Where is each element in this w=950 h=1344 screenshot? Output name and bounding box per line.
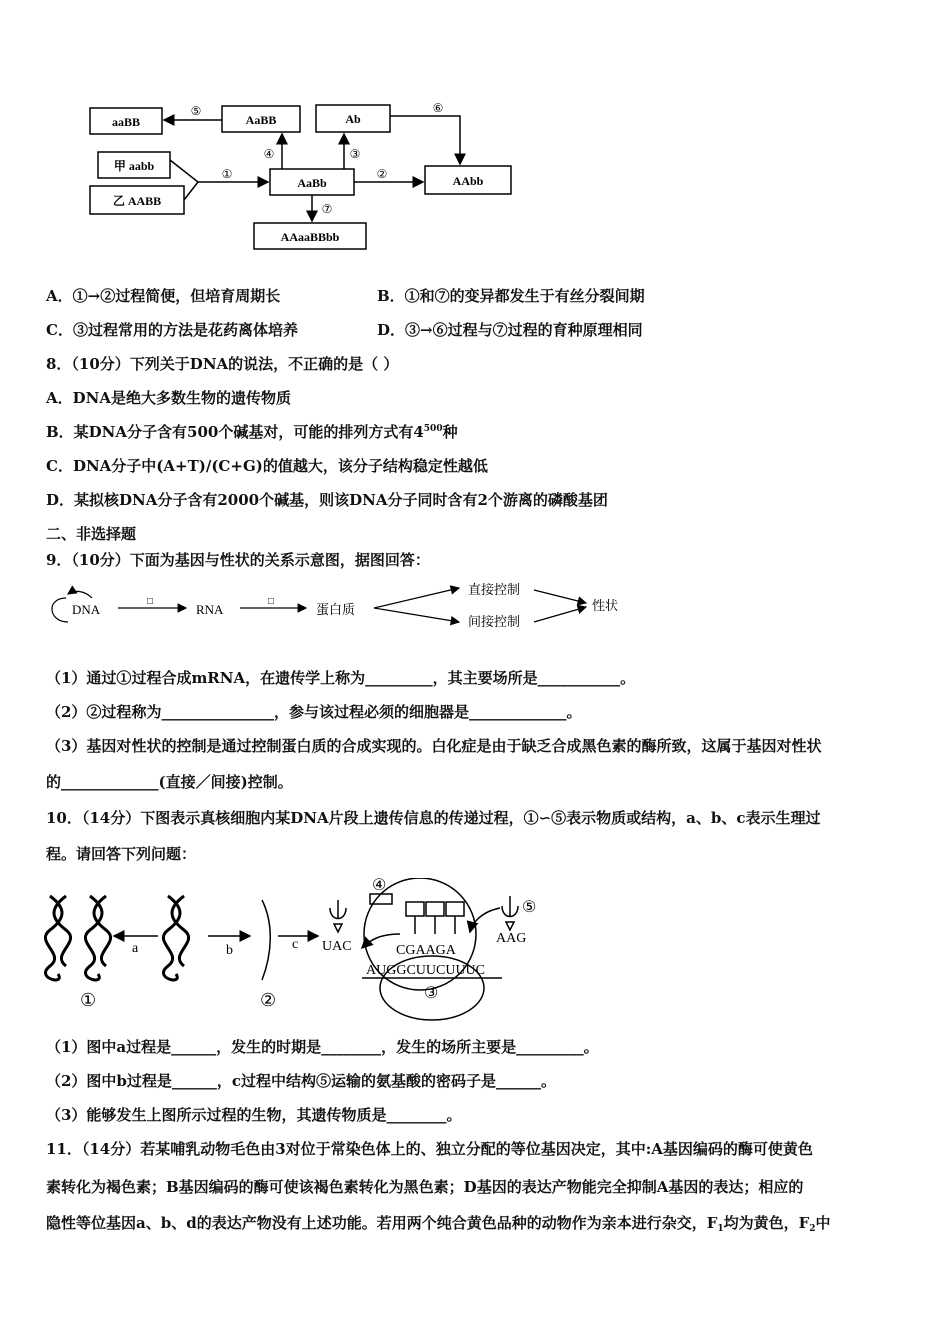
num-4: ④ [372,878,387,894]
num-2: ② [260,990,277,1010]
num-3: ③ [424,985,439,1002]
q8-option-d: D．某拟核DNA分子含有2000个碱基，则该DNA分子同时含有2个游离的磷酸基团 [46,491,608,509]
q10-stem-a: 10．（14分）下图表示真核细胞内某DNA片段上遗传信息的传递过程，①∽⑤表示物质或结构，a、b、c表示生理过 [46,809,821,827]
q11-line3-tail: 中 [815,1214,831,1232]
process-c-label: c [292,937,299,952]
q10-sub3: （3）能够发生上图所示过程的生物，其遗传物质是________。 [46,1106,462,1124]
step-5: ⑤ [190,104,202,118]
anticodons-cgaaga: CGAAGA [396,943,456,958]
label-AAaaBBbb: AAaaBBbb [280,230,340,244]
process-2-mark: □ [268,596,275,607]
q9-sub3b: 的_____________(直接／间接)控制。 [46,773,293,791]
step-2: ② [376,167,388,181]
label-jia: 甲 aabb [113,159,155,173]
q7-option-b: B．①和⑦的变异都发生于有丝分裂间期 [377,287,645,305]
q8-stem: 8．（10分）下列关于DNA的说法，不正确的是（ ） [46,355,399,373]
anticodon-aag: AAG [496,931,527,946]
rna-label: RNA [196,602,224,617]
q7-option-c: C．③过程常用的方法是花药离体培养 [46,321,298,339]
anticodon-uac: UAC [322,939,352,954]
q10-sub1: （1）图中a过程是______，发生的时期是________，发生的场所主要是_________。 [46,1038,599,1056]
gene-trait-diagram [44,578,644,634]
q10-stem-b: 程。请回答下列问题： [46,845,197,863]
q11-line2: 素转化为褐色素；B基因编码的酶可使该褐色素转化为黑色素；D基因的表达产物能完全抑制A基因的表达；相应的 [46,1178,804,1196]
q9-sub3a: （3）基因对性状的控制是通过控制蛋白质的合成实现的。白化症是由于缺乏合成黑色素的酶所致，这属于基因对性状 [46,737,822,755]
gene-expression-diagram [40,878,560,1028]
process-1-mark: □ [147,596,154,607]
q10-sub2: （2）图中b过程是______，c过程中结构⑤运输的氨基酸的密码子是______。 [46,1072,557,1090]
label-yi: 乙 AABB [112,194,162,208]
q8-option-c: C．DNA分子中(A+T)/(C+G)的值越大，该分子结构稳定性越低 [46,457,488,475]
q9-stem: 9．（10分）下面为基因与性状的关系示意图，据图回答： [46,551,430,569]
q11-line1: 11．（14分）若某哺乳动物毛色由3对位于常染色体上的、独立分配的等位基因决定，其中:A基因编码的酶可使黄色 [46,1140,813,1158]
step-7: ⑦ [321,202,333,216]
q9-sub1: （1）通过①过程合成mRNA，在遗传学上称为_________，其主要场所是___________。 [46,669,636,687]
label-AAbb: AAbb [452,174,484,188]
step-1: ① [221,167,233,181]
q8-option-b-tail: 种 [442,423,458,441]
process-a-label: a [132,941,139,956]
q11-f1-subscript: 1 [717,1224,724,1234]
label-Ab: Ab [345,112,361,126]
num-1: ① [80,990,97,1010]
process-b-label: b [226,943,233,958]
q8-option-a: A．DNA是绝大多数生物的遗传物质 [46,389,291,407]
step-4: ④ [263,147,275,161]
q7-option-d: D．③→⑥过程与⑦过程的育种原理相同 [377,321,643,339]
indirect-label: 间接控制 [468,614,521,629]
dna-label: DNA [72,602,101,617]
q11-line3 [46,1214,831,1232]
label-AaBB: AaBB [245,113,277,127]
num-5: ⑤ [522,899,537,916]
q11-line3-text: 隐性等位基因a、b、d的表达产物没有上述功能。若用两个纯合黄色品种的动物作为亲本进行杂交，F [46,1214,718,1232]
step-6: ⑥ [432,101,444,115]
protein-label: 蛋白质 [316,602,356,617]
q8-option-b-exponent: 500 [423,424,443,434]
breeding-diagram [80,98,530,258]
step-3: ③ [349,147,361,161]
q8-option-b-text: B．某DNA分子含有500个碱基对，可能的排列方式有4 [46,423,424,441]
label-aaBB: aaBB [111,115,141,129]
q11-line3-mid: 均为黄色，F [723,1214,810,1232]
label-AaBb: AaBb [297,176,327,190]
section-title: 二、非选择题 [46,525,137,543]
trait-label: 性状 [592,598,619,613]
q8-option-b [46,423,458,441]
q7-option-a: A．①→②过程简便，但培育周期长 [46,287,281,305]
mrna-sequence: AUGGCUUCUUUC [366,963,486,978]
q9-sub2: （2）②过程称为_______________，参与该过程必须的细胞器是_____________。 [46,703,582,721]
q11-f2-subscript: 2 [809,1224,816,1234]
direct-label: 直接控制 [468,582,521,597]
